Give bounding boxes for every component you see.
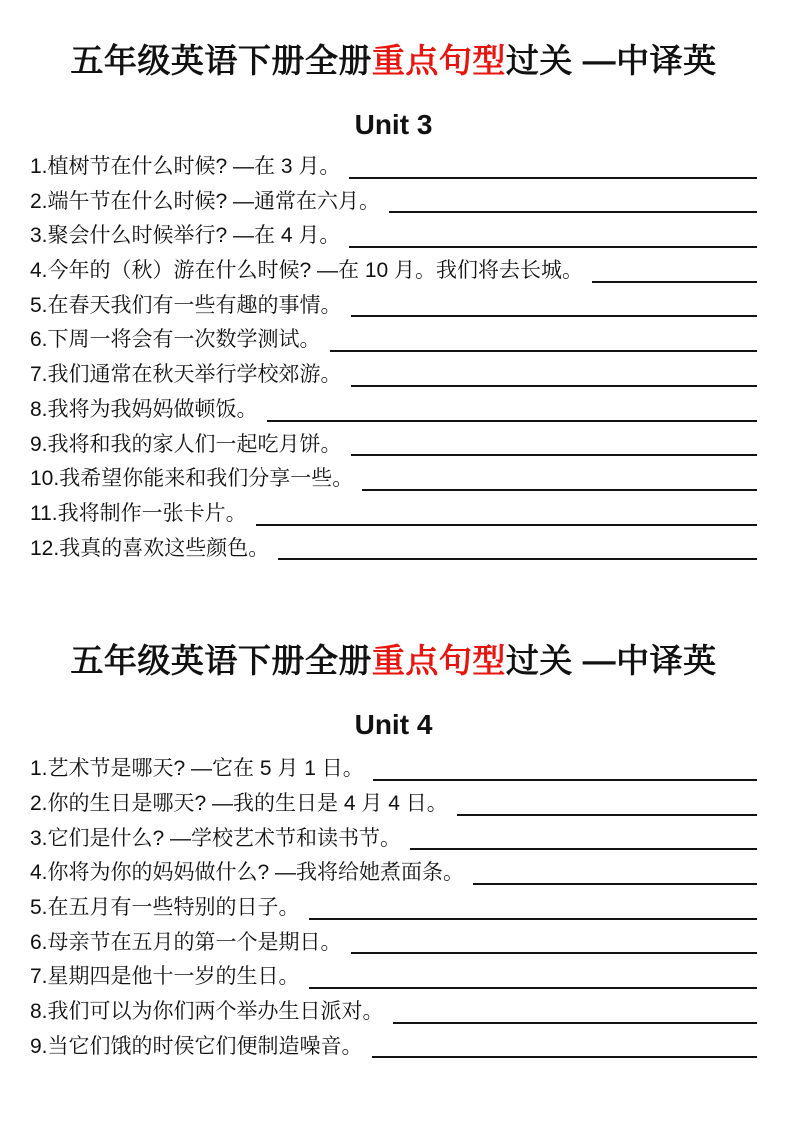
answer-blank-line (473, 883, 757, 885)
worksheet-item (30, 358, 757, 393)
unit4-heading: Unit 4 (354, 709, 433, 741)
item-text: 9.我将和我的家人们一起吃月饼。 (30, 432, 342, 456)
item-text: 2.端午节在什么时候? —通常在六月。 (30, 189, 381, 213)
answer-blank-line (351, 952, 757, 954)
item-text: 3.它们是什么? —学校艺术节和读书节。 (30, 826, 402, 850)
answer-blank-line (372, 1056, 757, 1058)
answer-blank-line (349, 246, 757, 248)
item-text: 6.母亲节在五月的第一个是期日。 (30, 930, 342, 954)
unit3-heading: Unit 3 (354, 109, 433, 140)
worksheet-item (30, 150, 757, 185)
answer-blank-line (309, 918, 757, 920)
answer-blank-line (330, 350, 757, 352)
answer-blank-line (457, 814, 757, 816)
title-prefix: 五年级英语下册全册 (70, 642, 372, 680)
title-highlight: 重点句型 (371, 42, 506, 79)
answer-blank-line (351, 385, 757, 387)
title-highlight: 重点句型 (371, 642, 506, 680)
answer-blank-line (373, 779, 757, 781)
worksheet-item (30, 787, 757, 822)
title-suffix: 过关 —中译英 (505, 42, 717, 79)
worksheet-item (30, 462, 757, 497)
item-text: 6.下周一将会有一次数学测试。 (30, 328, 321, 352)
worksheet-item (30, 752, 757, 787)
answer-blank-line (592, 281, 757, 283)
answer-blank-line (256, 524, 757, 526)
worksheet-item (30, 995, 757, 1030)
worksheet-item (30, 289, 757, 324)
worksheet-item (30, 856, 757, 891)
item-text: 12.我真的喜欢这些颜色。 (30, 536, 270, 560)
answer-blank-line (309, 987, 757, 989)
item-text: 4.你将为你的妈妈做什么? —我将给她煮面条。 (30, 861, 465, 885)
worksheet-item (30, 219, 757, 254)
unit4-list (30, 752, 757, 1064)
item-text: 5.在春天我们有一些有趣的事情。 (30, 293, 342, 317)
answer-blank-line (410, 848, 757, 850)
item-text: 3.聚会什么时候举行? —在 4 月。 (30, 224, 341, 248)
item-text: 9.当它们饿的时侯它们便制造噪音。 (30, 1034, 363, 1058)
page-title-2 (30, 566, 757, 680)
worksheet-item (30, 323, 757, 358)
item-text: 7.我们通常在秋天举行学校郊游。 (30, 363, 342, 387)
item-text: 1.植树节在什么时候? —在 3 月。 (30, 155, 341, 178)
answer-blank-line (389, 211, 757, 213)
worksheet-item (30, 185, 757, 220)
worksheet-item (30, 497, 757, 532)
item-text: 8.我们可以为你们两个举办生日派对。 (30, 1000, 384, 1024)
item-text: 4.今年的（秋）游在什么时候? —在 10 月。我们将去长城。 (30, 259, 584, 283)
title-suffix: 过关 —中译英 (505, 642, 717, 680)
item-text: 8.我将为我妈妈做顿饭。 (30, 397, 258, 421)
worksheet-item (30, 428, 757, 463)
item-text: 2.你的生日是哪天? —我的生日是 4 月 4 日。 (30, 791, 448, 815)
item-text: 11.我将制作一张卡片。 (30, 501, 247, 525)
answer-blank-line (267, 420, 757, 422)
answer-blank-line (351, 315, 757, 317)
worksheet-item (30, 822, 757, 857)
worksheet-item (30, 891, 757, 926)
worksheet-item (30, 254, 757, 289)
answer-blank-line (393, 1022, 757, 1024)
answer-blank-line (278, 558, 757, 560)
item-text: 1.艺术节是哪天? —它在 5 月 1 日。 (30, 757, 364, 781)
worksheet-item (30, 960, 757, 995)
item-text: 10.我希望你能来和我们分享一些。 (30, 467, 354, 491)
item-text: 5.在五月有一些特别的日子。 (30, 896, 300, 919)
page-title (30, 0, 757, 80)
worksheet-item (30, 393, 757, 428)
worksheet-item (30, 532, 757, 567)
answer-blank-line (351, 454, 757, 456)
worksheet-item (30, 1030, 757, 1065)
title-prefix: 五年级英语下册全册 (70, 42, 372, 79)
worksheet-item (30, 926, 757, 961)
answer-blank-line (349, 177, 757, 179)
item-text: 7.星期四是他十一岁的生日。 (30, 965, 300, 989)
answer-blank-line (362, 489, 757, 491)
unit3-list (30, 150, 757, 566)
